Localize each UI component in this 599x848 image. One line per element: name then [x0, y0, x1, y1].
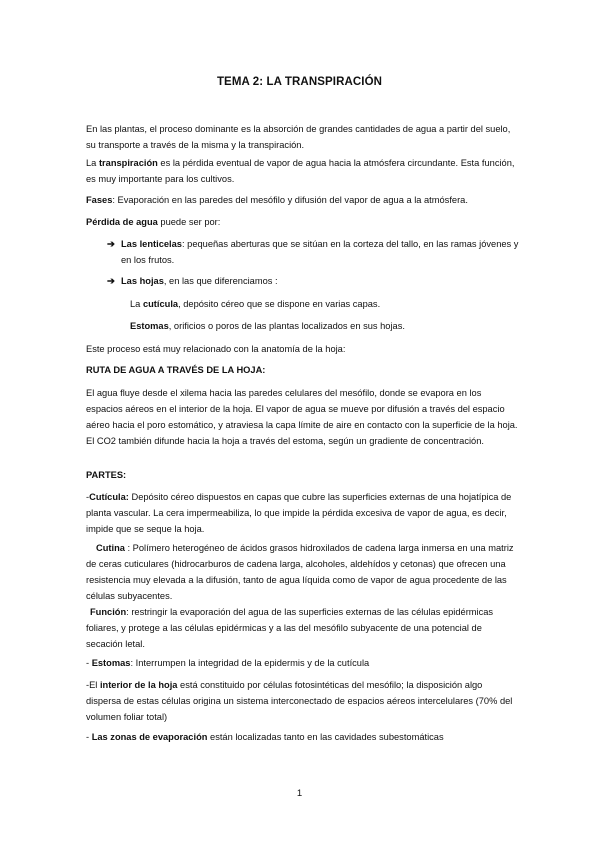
interior-paragraph	[86, 677, 518, 725]
cuticula-part-paragraph	[86, 489, 518, 537]
bullet-text	[121, 273, 519, 289]
text: La	[130, 299, 143, 309]
term-hojas: Las hojas	[121, 276, 164, 286]
ruta-heading: RUTA DE AGUA A TRAVÉS DE LA HOJA:	[86, 365, 266, 375]
transpiracion-paragraph	[86, 155, 518, 187]
text: , en las que diferenciamos :	[163, 276, 278, 286]
term-fases: Fases	[86, 195, 113, 205]
intro-paragraph: En las plantas, el proceso dominante es la absorción de grandes cantidades de agua a partir del suelo, su transporte a través de la misma y la transpiración.	[86, 124, 511, 150]
estomas-part-paragraph	[86, 655, 518, 671]
cutina-paragraph	[86, 540, 518, 604]
cuticula-sub-item	[130, 296, 518, 312]
partes-heading: PARTES:	[86, 470, 127, 480]
bullet-lenticelas	[107, 236, 519, 265]
text: -	[86, 658, 92, 668]
text: -	[86, 732, 92, 742]
text: están localizadas tanto en las cavidades subestomáticas	[207, 732, 444, 742]
term-estomas: Estomas	[130, 321, 169, 331]
page-number: 1	[296, 788, 303, 799]
text: es la pérdida eventual de vapor de agua hacia la atmósfera circundante. Esta función, es muy importante para los cultivos.	[86, 158, 515, 184]
term-perdida: Pérdida de agua	[86, 217, 158, 227]
term-transpiracion: transpiración	[98, 158, 158, 168]
fases-paragraph	[86, 192, 518, 208]
bullet-text	[121, 236, 519, 268]
perdida-paragraph	[86, 214, 518, 230]
term-interior: interior de la hoja	[99, 680, 178, 690]
text: La	[86, 158, 99, 168]
term-cuticula: cutícula	[142, 299, 179, 309]
text: está constituido por células fotosintéticas del mesófilo; la disposición algo dispersa de estas células origina un sistema interconectado de espacios aéreos intercelulares (70% del volumen foliar total)	[86, 680, 513, 722]
text: : Interrumpen la integridad de la epidermis y de la cutícula	[130, 658, 370, 668]
term-zonas: Las zonas de evaporación	[91, 732, 208, 742]
arrow-icon: ➔	[107, 239, 115, 249]
estomas-sub-item	[130, 318, 518, 334]
text: Depósito céreo dispuestos en capas que cubre las superficies externas de una hojatípica de planta vascular. La cera impermeabiliza, lo que impide la pérdida excesiva de vapor de agua, es decir, impide que se seque la hoja.	[86, 492, 512, 534]
text: : Polímero heterogéneo de ácidos grasos hidroxilados de cadena larga inmersa en una matriz de ceras cuticulares (hidrocarburos de cadena larga, alcoholes, aldehídos y cetonas) que ofrecen una resistencia muy elevada a la difusión, tanto de agua líquida como de vapor de agua procedente de las células subyacentes.	[86, 543, 514, 601]
text: -El	[86, 680, 100, 690]
text: , depósito céreo que se dispone en varias capas.	[178, 299, 381, 309]
text: puede ser por:	[157, 217, 221, 227]
arrow-icon: ➔	[107, 276, 115, 286]
text: : pequeñas aberturas que se sitúan en la corteza del tallo, en las ramas jóvenes y en los frutos.	[121, 239, 519, 265]
ruta-paragraph: El agua fluye desde el xilema hacia las paredes celulares del mesófilo, donde se evapora en los espacios aéreos en el interior de la hoja. El vapor de agua se mueve por difusión a través del espacio aéreo hacia el poro estomático, y atraviesa la capa límite de aire en contacto con la superficie de la hoja. El CO2 también difunde hacia la hoja a través del estoma, según un gradiente de concentración.	[86, 388, 518, 446]
text: , orificios o poros de las plantas localizados en sus hojas.	[168, 321, 405, 331]
text: : Evaporación en las paredes del mesófilo y difusión del vapor de agua a la atmósfera.	[112, 195, 468, 205]
page-title: TEMA 2: LA TRANSPIRACIÓN	[216, 76, 383, 88]
zonas-paragraph	[86, 729, 518, 745]
term-lenticelas: Las lenticelas	[121, 239, 182, 249]
bullet-hojas	[107, 273, 519, 289]
term-cutina: Cutina	[96, 543, 125, 553]
funcion-paragraph	[86, 604, 518, 652]
text: : restringir la evaporación del agua de las superficies externas de las células epidérmicas foliares, y protege a las células epidérmicas y a las del mesófilo subyacente de una potencial de secación letal.	[86, 607, 494, 649]
term-funcion: Función	[90, 607, 127, 617]
term-cuticula-part: Cutícula:	[89, 492, 129, 502]
text: -	[86, 492, 90, 502]
term-estomas-part: Estomas	[91, 658, 131, 668]
anatomia-paragraph: Este proceso está muy relacionado con la anatomía de la hoja:	[86, 344, 346, 354]
